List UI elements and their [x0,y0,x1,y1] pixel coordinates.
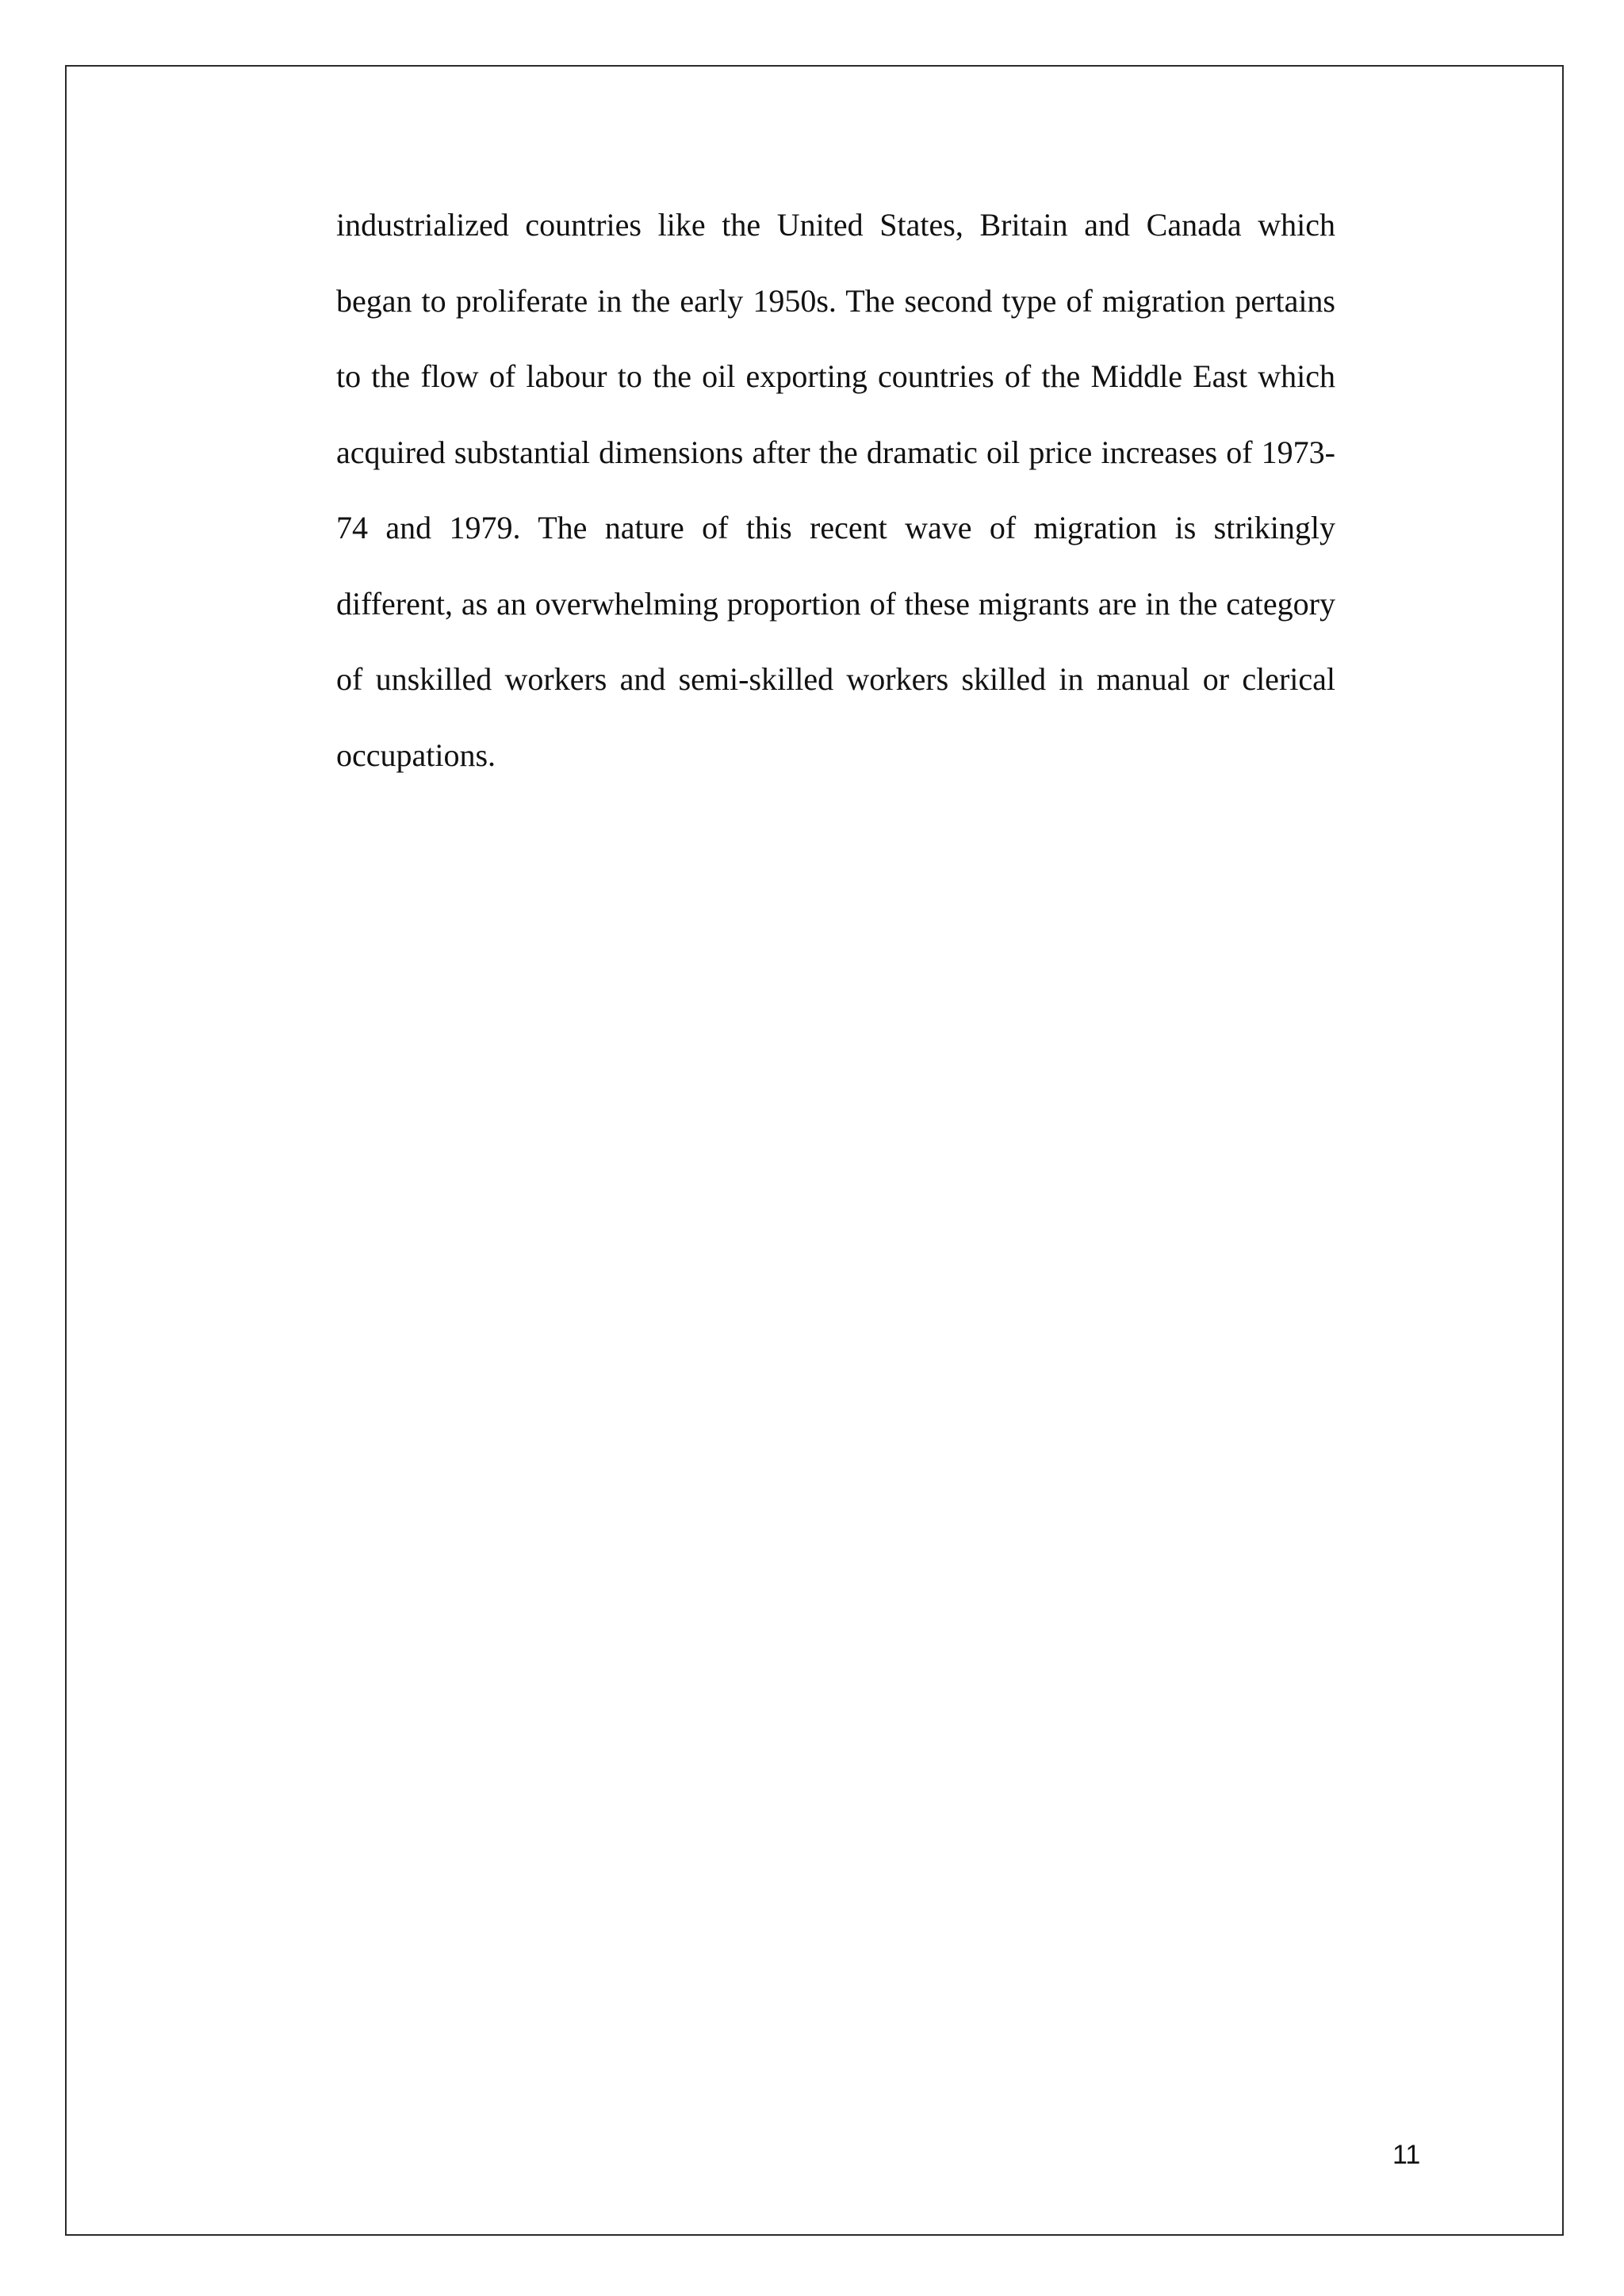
body-paragraph: industrialized countries like the United States, Britain and Canada which began to proliferate in the early 1950s. The second type of migration pertains to the flow of labour to the oil exporting countries of the Middle East which acquired substantial dimensions after the dramatic oil price increases of 1973-74 and 1979. The nature of this recent wave of migration is strikingly different, as an overwhelming proportion of these migrants are in the category of unskilled workers and semi-skilled workers skilled in manual or clerical occupations. [336,207,1335,773]
page-number: 11 [1392,2140,1421,2170]
